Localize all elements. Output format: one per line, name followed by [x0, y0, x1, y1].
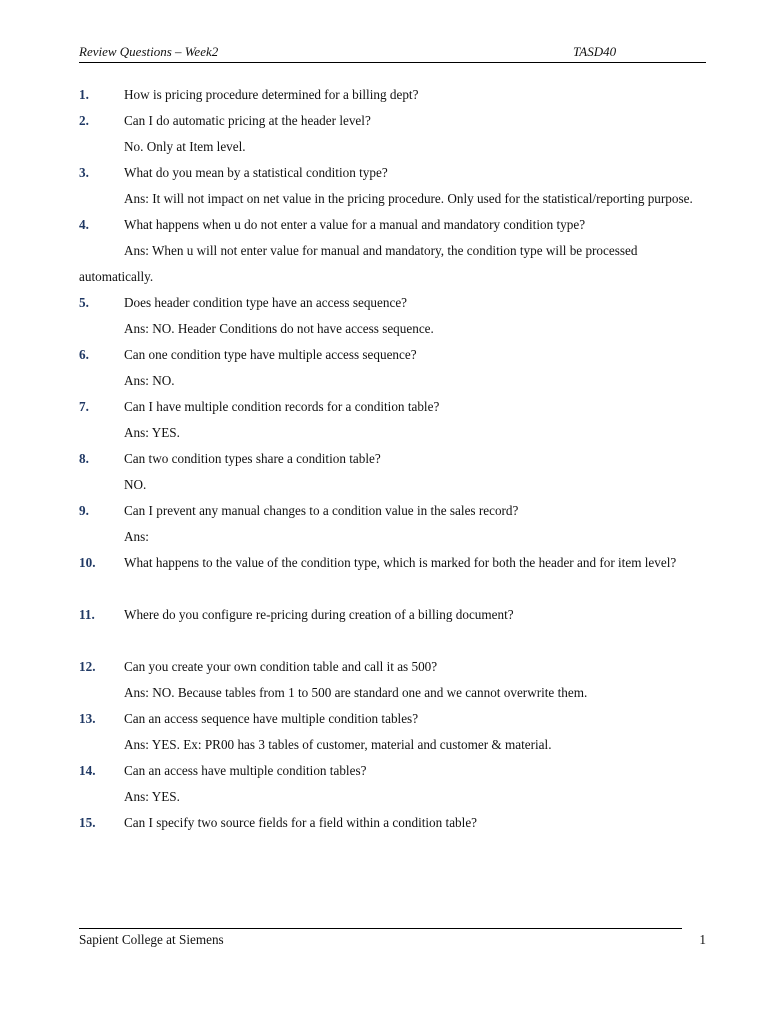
answer-3: Ans: It will not impact on net value in the pricing procedure. Only used for the statistical/reporting purpose. — [124, 191, 693, 206]
question-8 — [79, 446, 699, 472]
question-text: Can I have multiple condition records for a condition table? — [124, 399, 440, 414]
question-text: Can I specify two source fields for a field within a condition table? — [124, 815, 478, 830]
question-text: What happens when u do not enter a value for a manual and mandatory condition type? — [124, 217, 586, 232]
question-list — [79, 82, 699, 836]
answer-4: Ans: When u will not enter value for manual and mandatory, the condition type will be processed automatically. — [79, 243, 638, 284]
question-number: 11. — [79, 607, 95, 622]
question-11 — [79, 602, 699, 628]
question-3 — [79, 160, 699, 186]
question-text: Can an access sequence have multiple condition tables? — [124, 711, 419, 726]
question-number: 9. — [79, 503, 89, 518]
question-13 — [79, 706, 699, 732]
question-text: Can an access have multiple condition tables? — [124, 763, 367, 778]
question-text: Can I do automatic pricing at the header level? — [124, 113, 371, 128]
question-text: Does header condition type have an access sequence? — [124, 295, 408, 310]
answer-13: Ans: YES. Ex: PR00 has 3 tables of customer, material and customer & material. — [124, 737, 552, 752]
question-text: Can I prevent any manual changes to a condition value in the sales record? — [124, 503, 519, 518]
question-12 — [79, 654, 699, 680]
question-9 — [79, 498, 699, 524]
question-7 — [79, 394, 699, 420]
header-course-code: TASD40 — [573, 44, 617, 59]
answer-8: NO. — [124, 477, 147, 492]
question-2 — [79, 108, 699, 134]
question-1 — [79, 82, 699, 108]
question-number: 5. — [79, 295, 89, 310]
question-14 — [79, 758, 699, 784]
question-number: 2. — [79, 113, 89, 128]
question-4 — [79, 212, 699, 238]
answer-9: Ans: — [124, 529, 149, 544]
footer-institution: Sapient College at Siemens — [79, 932, 224, 947]
question-text: Can one condition type have multiple access sequence? — [124, 347, 417, 362]
question-text: What do you mean by a statistical condition type? — [124, 165, 388, 180]
answer-5: Ans: NO. Header Conditions do not have access sequence. — [124, 321, 434, 336]
page-header — [79, 44, 706, 63]
question-number: 15. — [79, 815, 96, 830]
answer-2: No. Only at Item level. — [124, 139, 246, 154]
header-title: Review Questions – Week2 — [79, 44, 219, 59]
answer-14: Ans: YES. — [124, 789, 180, 804]
question-text: Can you create your own condition table and call it as 500? — [124, 659, 438, 674]
question-number: 8. — [79, 451, 89, 466]
answer-6: Ans: NO. — [124, 373, 175, 388]
footer-divider — [79, 928, 682, 929]
question-text: What happens to the value of the condition type, which is marked for both the header and for item level? — [124, 555, 677, 570]
question-number: 4. — [79, 217, 89, 232]
question-text: Can two condition types share a condition table? — [124, 451, 381, 466]
question-text: How is pricing procedure determined for a billing dept? — [124, 87, 419, 102]
question-number: 7. — [79, 399, 89, 414]
answer-12: Ans: NO. Because tables from 1 to 500 are standard one and we cannot overwrite them. — [124, 685, 588, 700]
page-number: 1 — [699, 932, 706, 947]
question-15 — [79, 810, 699, 836]
question-number: 6. — [79, 347, 89, 362]
question-number: 12. — [79, 659, 96, 674]
question-number: 10. — [79, 555, 96, 570]
answer-7: Ans: YES. — [124, 425, 180, 440]
question-number: 13. — [79, 711, 96, 726]
question-number: 14. — [79, 763, 96, 778]
page-footer — [79, 932, 706, 948]
question-number: 3. — [79, 165, 89, 180]
question-6 — [79, 342, 699, 368]
question-number: 1. — [79, 87, 89, 102]
question-5 — [79, 290, 699, 316]
question-text: Where do you configure re-pricing during creation of a billing document? — [124, 607, 514, 622]
question-10 — [79, 550, 699, 576]
